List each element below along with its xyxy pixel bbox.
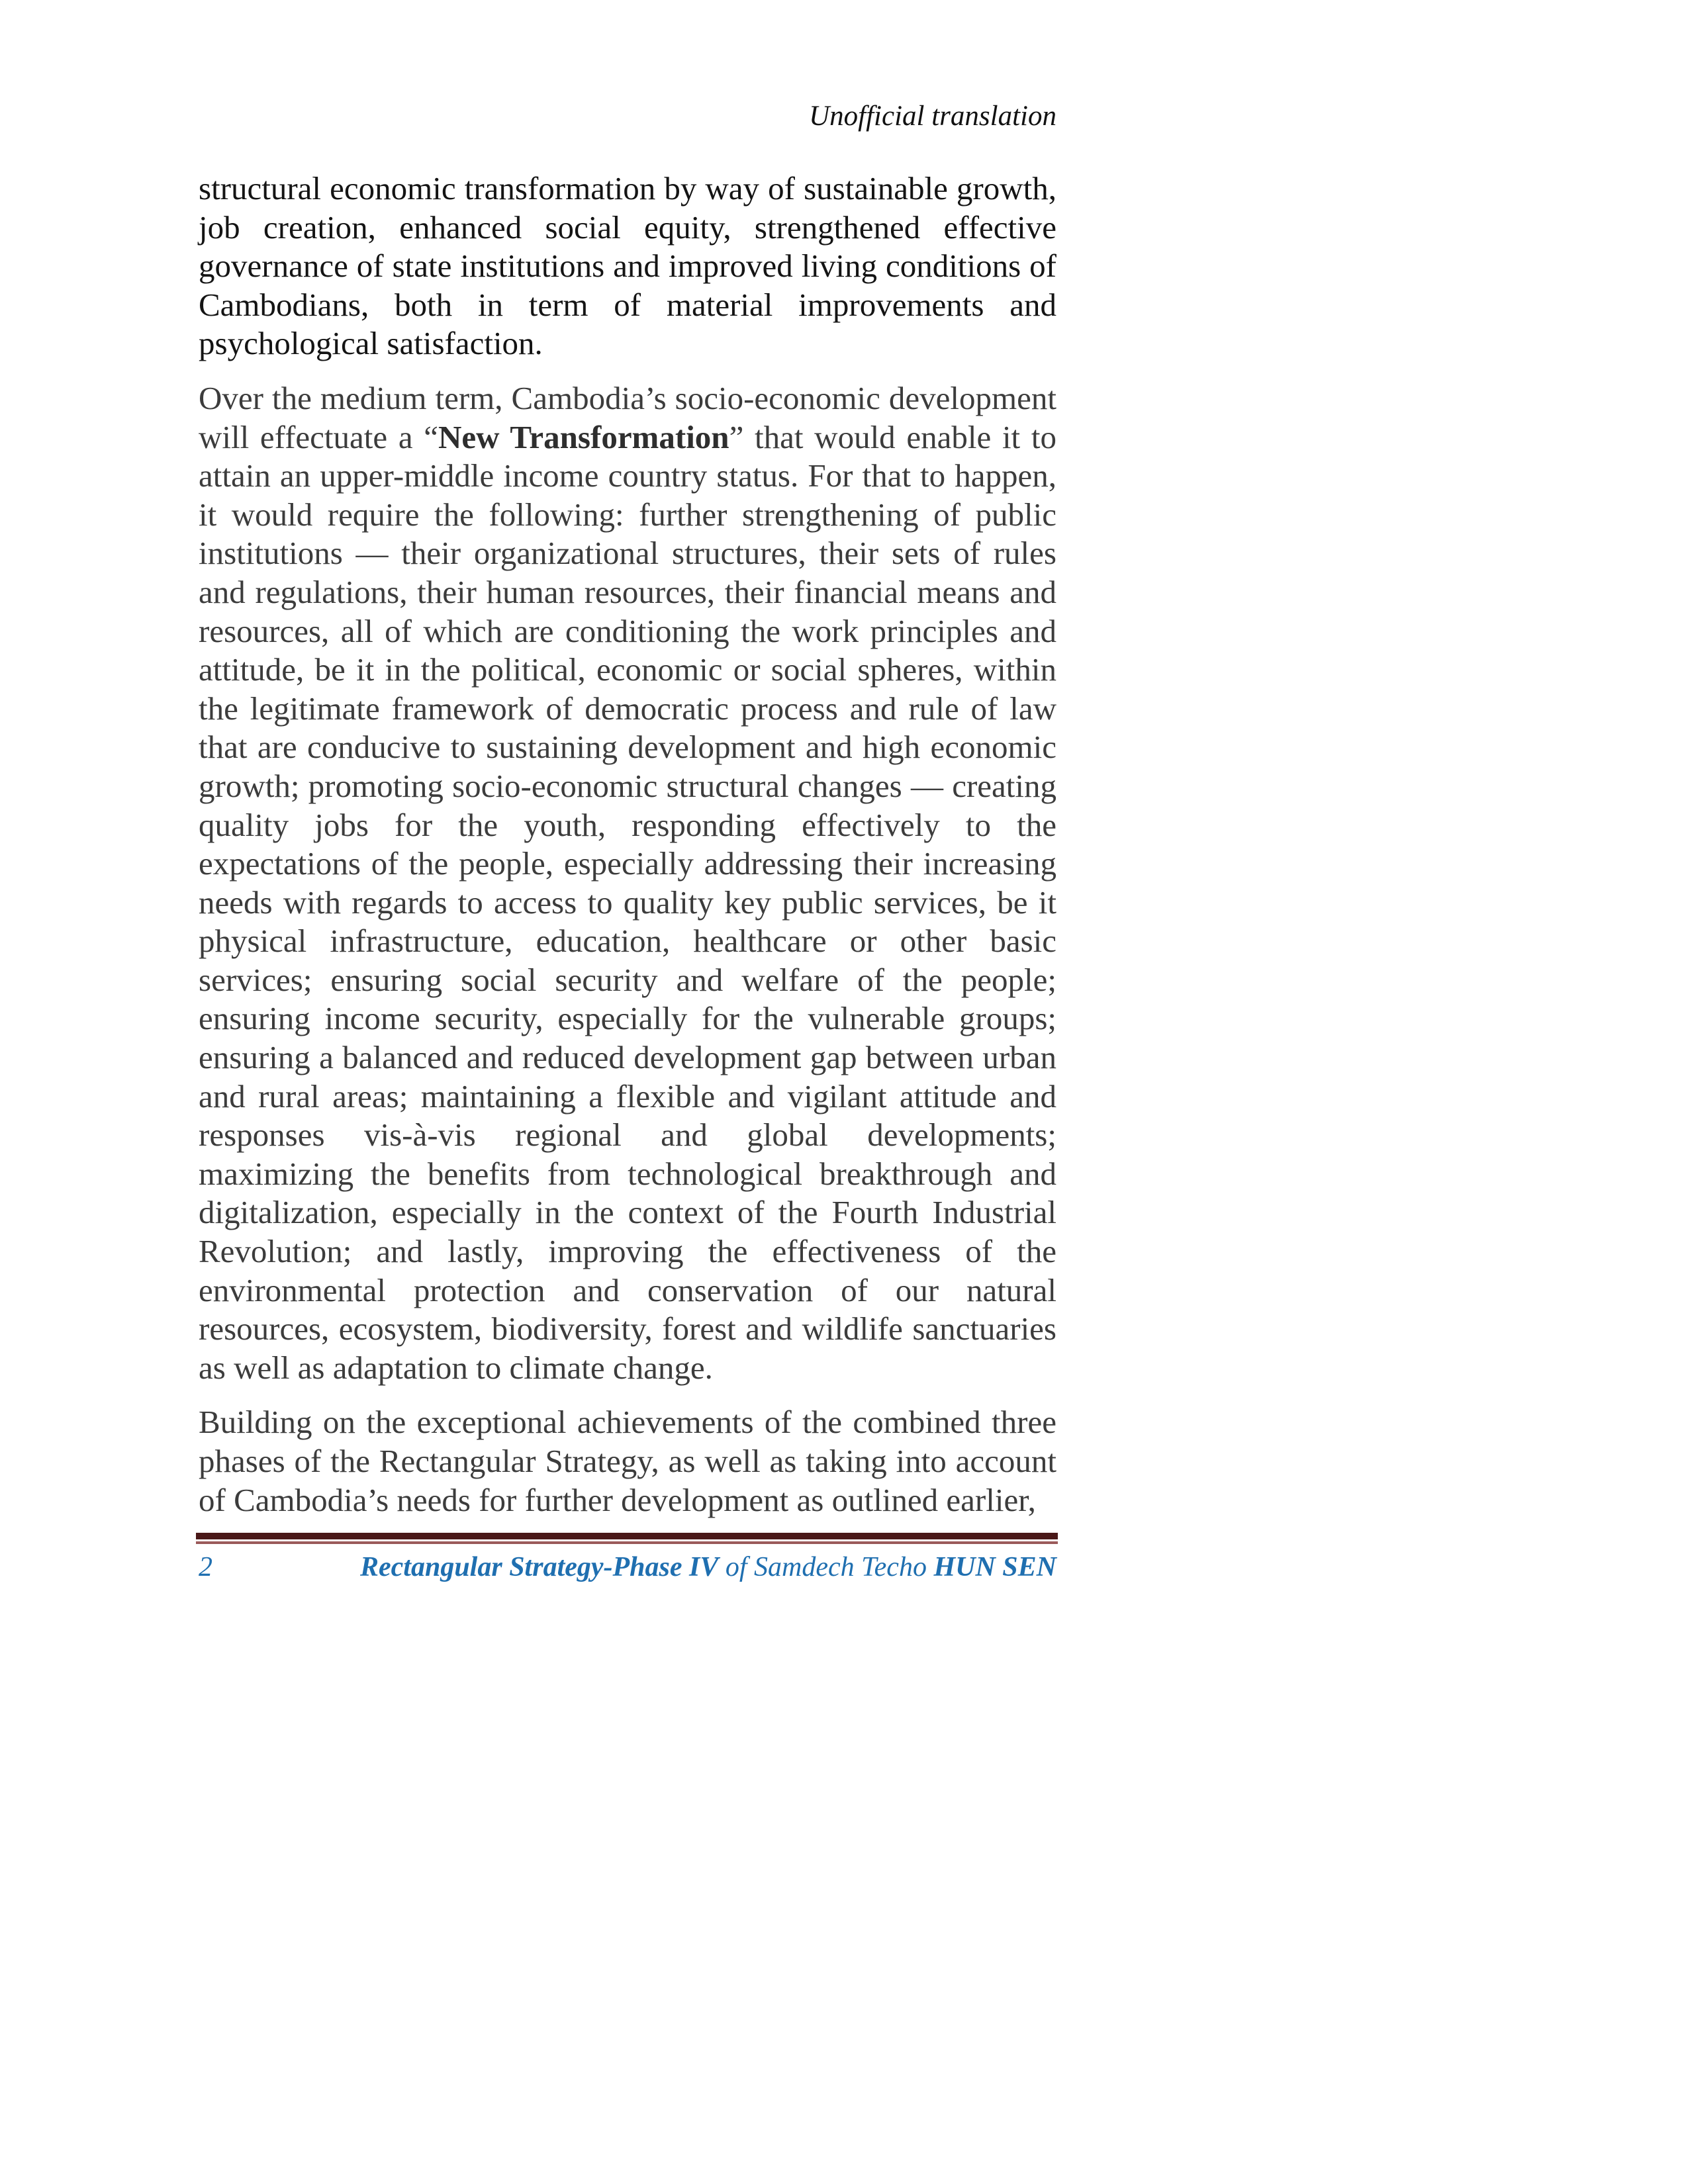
page-body xyxy=(199,169,1056,1535)
paragraph-3: Building on the exceptional achievements of the combined three phases of the Rectangular Strategy, as well as taking into account of Cambodia’s needs for further development as outlined earlier, xyxy=(199,1404,1056,1518)
paragraph-2 xyxy=(199,379,1056,1387)
footer-title-name: HUN SEN xyxy=(933,1552,1056,1582)
paragraph-2-start: Over the medium term, Cambodia’s socio-economic development will effectuate a “ xyxy=(199,379,1056,455)
footer-rule-thick xyxy=(196,1533,1058,1539)
footer-title xyxy=(360,1549,1056,1586)
footer-rule-thin xyxy=(196,1541,1058,1544)
running-header: Unofficial translation xyxy=(809,101,1056,132)
paragraph-2-rest: ” that would enable it to attain an upper-middle income country status. For that to happen, it would require the following: further strengthening of public institutions — their organizational structures, their sets of rules and regulations, their human resources, their financial means and resources, all of which are conditioning the work principles and attitude, be it in the political, economic or social spheres, within the legitimate framework of democratic process and rule of law that are conducive to sustaining development and high economic growth; promoting socio-economic structural changes — creating quality jobs for the youth, responding effectively to the expectations of the people, especially addressing their increasing needs with regards to access to quality key public services, be it physical infrastructure, education, healthcare or other basic services; ensuring social security and welfare of the people; ensuring income security, especially for the vulnerable groups; ensuring a balanced and reduced development gap between urban and rural areas; maintaining a flexible and vigilant attitude and responses vis-à-vis regional and global developments; maximizing the benefits from technological breakthrough and digitalization, especially in the context of the Fourth Industrial Revolution; and lastly, improving the effectiveness of the environmental protection and conservation of our natural resources, ecosystem, biodiversity, forest and wildlife sanctuaries as well as adaptation to climate change. xyxy=(199,418,1056,1386)
footer-title-strategy: Rectangular Strategy-Phase IV xyxy=(360,1552,719,1582)
page-number: 2 xyxy=(199,1552,212,1582)
page-footer xyxy=(199,1549,1056,1586)
paragraph-1: structural economic transformation by way of sustainable growth, job creation, enhanced social equity, strengthened effective governance of state institutions and improved living conditions of Cambodians, both in term of material improvements and psychological satisfaction. xyxy=(199,170,1056,362)
new-transformation-term: New Transformation xyxy=(438,418,729,455)
footer-title-of: of Samdech Techo xyxy=(718,1552,934,1582)
